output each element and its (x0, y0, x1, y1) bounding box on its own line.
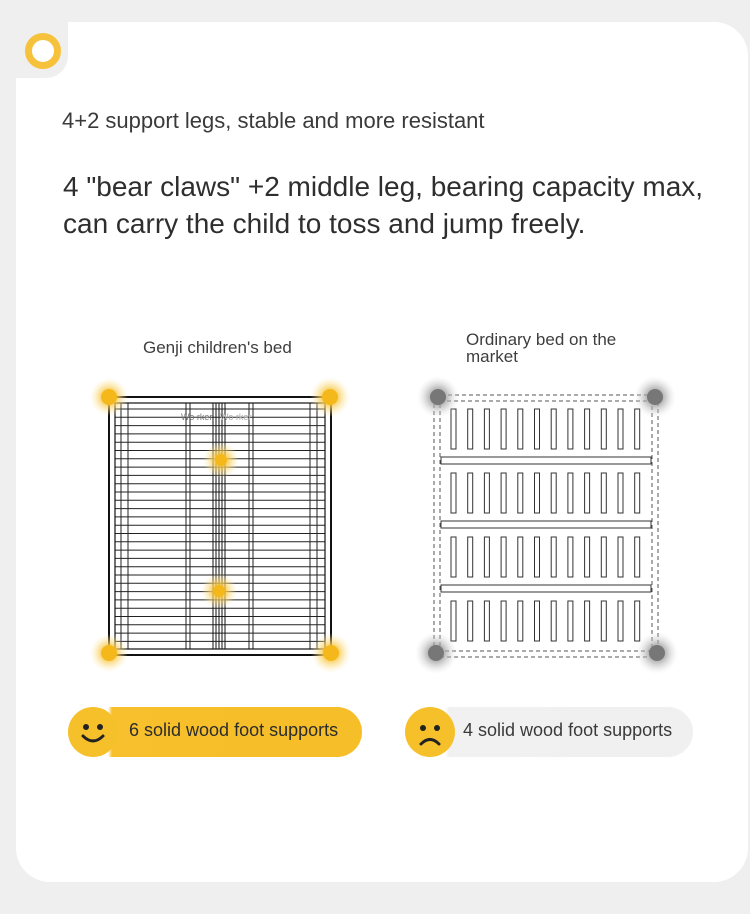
ordinary-slat (618, 473, 623, 513)
ordinary-slat (468, 473, 473, 513)
ordinary-slat (635, 409, 640, 449)
ordinary-supports-label: 4 solid wood foot supports (463, 720, 673, 740)
ordinary-slat (568, 473, 573, 513)
ordinary-slat (601, 473, 606, 513)
ordinary-slat (635, 601, 640, 641)
ordinary-slat (585, 537, 590, 577)
ordinary-bed-inner-frame (440, 401, 652, 651)
genji-supports-label: 6 solid wood foot supports (129, 720, 339, 740)
ordinary-slat (484, 409, 489, 449)
genji-bed-inner-frame (115, 403, 325, 649)
ordinary-slat (484, 537, 489, 577)
ordinary-slat (585, 473, 590, 513)
ordinary-bed-slats (451, 409, 640, 641)
support-leg-corner (417, 376, 459, 418)
ordinary-slat (568, 601, 573, 641)
frowning-face-icon (405, 707, 455, 757)
ordinary-slat (451, 601, 456, 641)
ordinary-slat (518, 409, 523, 449)
ordinary-slat (468, 537, 473, 577)
ordinary-slat (518, 601, 523, 641)
support-leg-corner (311, 633, 351, 673)
subtitle: 4+2 support legs, stable and more resistant (62, 108, 485, 133)
ordinary-slat (501, 409, 506, 449)
ordinary-slat (535, 601, 540, 641)
ordinary-supports-badge (405, 707, 693, 757)
ordinary-slat (518, 473, 523, 513)
ordinary-slat (535, 537, 540, 577)
ordinary-slat (551, 409, 556, 449)
ordinary-slat (618, 409, 623, 449)
ordinary-bed-caption: Ordinary bed on the market (466, 330, 617, 366)
ordinary-slat (618, 537, 623, 577)
ordinary-bed (415, 376, 678, 674)
ordinary-slat (568, 409, 573, 449)
ordinary-slat (501, 601, 506, 641)
support-leg-corner (310, 377, 350, 417)
ordinary-slat (601, 537, 606, 577)
ordinary-slat (585, 601, 590, 641)
support-leg-corner (636, 632, 678, 674)
ordinary-slat (468, 601, 473, 641)
ordinary-slat (501, 537, 506, 577)
ordinary-slat (551, 537, 556, 577)
ordinary-slat (635, 473, 640, 513)
ordinary-slat (585, 409, 590, 449)
ordinary-slat (535, 409, 540, 449)
smiley-face-icon (68, 707, 118, 757)
ordinary-supports (415, 376, 678, 674)
ordinary-slat (484, 473, 489, 513)
genji-bed (90, 377, 351, 673)
ordinary-slat (551, 473, 556, 513)
genji-center-rails (213, 403, 225, 649)
ordinary-slat (501, 473, 506, 513)
ordinary-slat (601, 409, 606, 449)
genji-bed-watermark-right: Wo rker (220, 412, 252, 422)
support-leg-corner (90, 634, 128, 672)
support-leg-middle (203, 442, 239, 478)
support-leg-corner (90, 378, 128, 416)
ordinary-slat (451, 409, 456, 449)
support-leg-corner (634, 376, 676, 418)
ordinary-slat (518, 537, 523, 577)
support-leg-middle (201, 573, 237, 609)
ordinary-slat (635, 537, 640, 577)
ordinary-slat (468, 409, 473, 449)
genji-supports-badge (68, 707, 362, 757)
ordinary-slat (601, 601, 606, 641)
ordinary-slat (484, 601, 489, 641)
ordinary-slat (535, 473, 540, 513)
genji-bed-caption: Genji children's bed (143, 338, 292, 357)
ordinary-slat (551, 601, 556, 641)
headline: 4 "bear claws" +2 middle leg, bearing capacity max, can carry the child to toss and jump freely. (63, 171, 704, 239)
support-leg-corner (415, 632, 457, 674)
genji-bed-slats (115, 403, 325, 649)
genji-bed-watermark-left: Wo rker (181, 412, 213, 422)
ordinary-slat (451, 473, 456, 513)
ordinary-slat (451, 537, 456, 577)
ordinary-slat (568, 537, 573, 577)
ordinary-slat (618, 601, 623, 641)
